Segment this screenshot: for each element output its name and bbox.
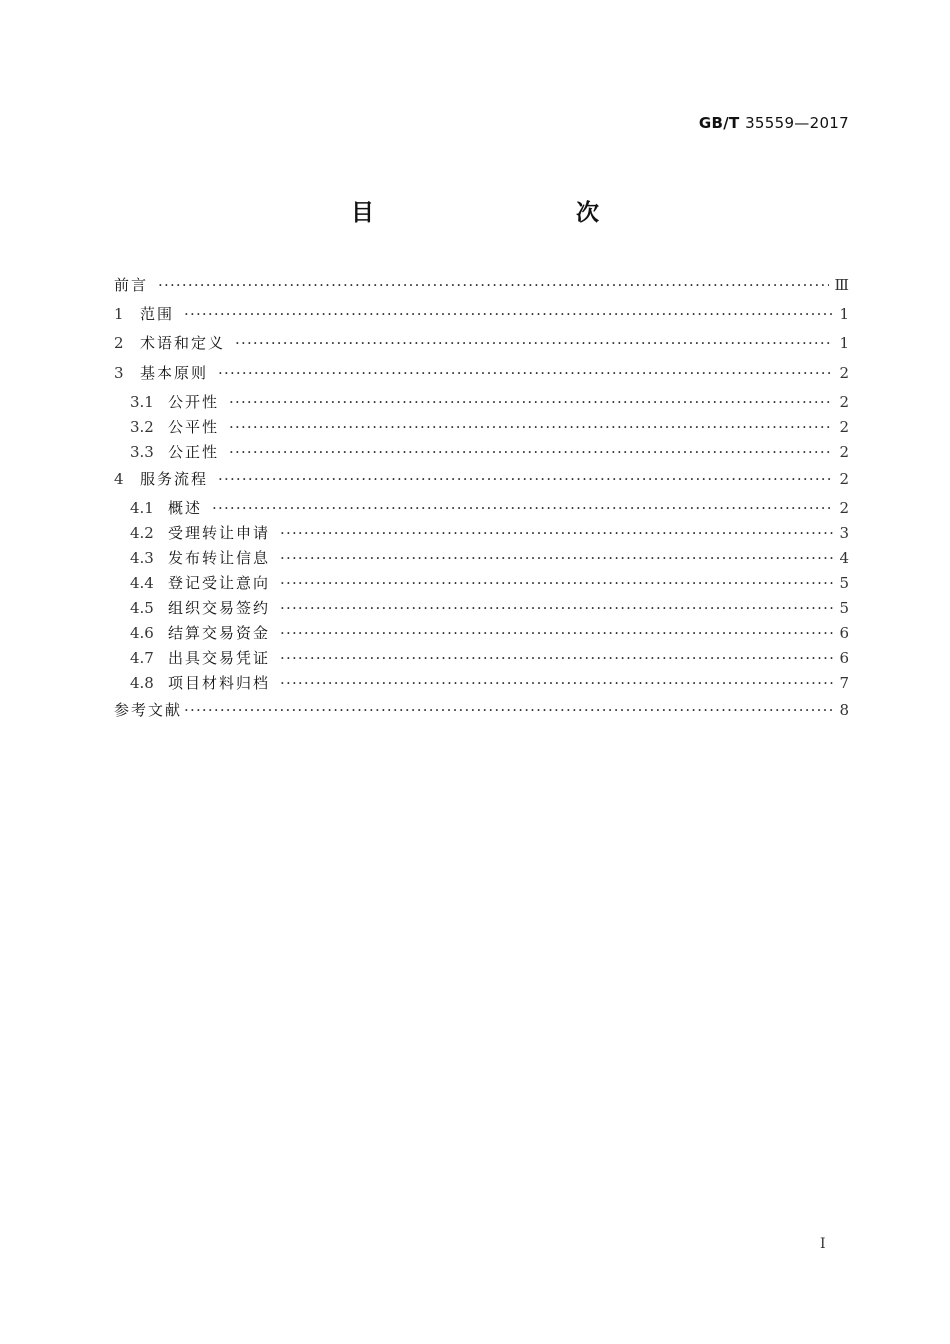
toc-entry-title: 服务流程 bbox=[140, 469, 209, 488]
toc-leader bbox=[212, 496, 833, 520]
toc-entry-page: 2 bbox=[839, 469, 849, 488]
toc-leader bbox=[229, 440, 833, 464]
toc-entry-number: 4.1 bbox=[130, 498, 154, 517]
page-number: Ⅰ bbox=[820, 1236, 826, 1252]
toc-leader bbox=[280, 596, 833, 620]
toc-entry-page: 1 bbox=[839, 305, 849, 324]
toc-leader bbox=[184, 698, 833, 722]
toc-entry-title: 参考文献 bbox=[114, 700, 183, 719]
toc-entry-4-4[interactable] bbox=[114, 571, 849, 596]
toc-entry-2[interactable] bbox=[114, 331, 849, 360]
toc-entry-page: 5 bbox=[839, 573, 849, 592]
toc-entry-number: 4.4 bbox=[130, 573, 154, 592]
toc-entry-page: 6 bbox=[839, 623, 849, 642]
toc-entry-title: 前言 bbox=[114, 276, 149, 294]
toc-entry-4-6[interactable] bbox=[114, 621, 849, 646]
toc-entry-title: 组织交易签约 bbox=[168, 598, 271, 617]
toc-entry-foreword[interactable] bbox=[114, 273, 849, 302]
toc-leader bbox=[280, 621, 833, 645]
toc-entry-number: 4.7 bbox=[130, 648, 154, 667]
standard-number: 35559—2017 bbox=[745, 114, 849, 132]
toc-entry-page: 4 bbox=[839, 548, 849, 567]
toc-leader bbox=[158, 273, 829, 297]
toc-entry-4-5[interactable] bbox=[114, 596, 849, 621]
toc-entry-page: 5 bbox=[839, 598, 849, 617]
toc-leader bbox=[280, 646, 833, 670]
toc-entry-number: 4.3 bbox=[130, 548, 154, 567]
toc-entry-references[interactable] bbox=[114, 698, 849, 727]
standard-prefix: GB/T bbox=[698, 114, 740, 132]
toc-entry-4-8[interactable] bbox=[114, 671, 849, 696]
toc-entry-number: 3.2 bbox=[130, 417, 154, 436]
toc-entry-title: 项目材料归档 bbox=[168, 673, 271, 692]
toc-entry-title: 术语和定义 bbox=[140, 334, 226, 353]
toc-leader bbox=[229, 415, 833, 439]
toc-entry-page: 6 bbox=[839, 648, 849, 667]
standard-code bbox=[699, 114, 849, 132]
toc-entry-4-1[interactable] bbox=[114, 496, 849, 521]
toc-leader bbox=[218, 361, 833, 385]
toc-entry-title: 概述 bbox=[168, 498, 203, 517]
toc-entry-page: 2 bbox=[839, 363, 849, 382]
toc-entry-4-2[interactable] bbox=[114, 521, 849, 546]
toc-entry-page: 8 bbox=[839, 700, 849, 719]
toc-entry-3-2[interactable] bbox=[114, 415, 849, 440]
toc-entry-4-3[interactable] bbox=[114, 546, 849, 571]
toc-entry-number: 4.8 bbox=[130, 673, 154, 692]
toc-entry-3-3[interactable] bbox=[114, 440, 849, 465]
toc-entry-title: 结算交易资金 bbox=[168, 623, 271, 642]
toc-entry-title: 范围 bbox=[140, 305, 175, 324]
toc-entry-4-7[interactable] bbox=[114, 646, 849, 671]
toc-title: 目 次 bbox=[351, 199, 651, 226]
toc-entry-page: 2 bbox=[839, 392, 849, 411]
toc-entry-title: 公开性 bbox=[168, 392, 220, 411]
toc-entry-number: 3 bbox=[114, 363, 124, 382]
toc-entry-1[interactable] bbox=[114, 302, 849, 331]
toc-entry-title: 公平性 bbox=[168, 417, 220, 436]
toc-entry-page: 2 bbox=[839, 442, 849, 461]
toc-entry-4[interactable] bbox=[114, 467, 849, 496]
toc-leader bbox=[235, 331, 833, 355]
toc-entry-number: 1 bbox=[114, 305, 124, 324]
toc-entry-3[interactable] bbox=[114, 361, 849, 390]
toc-entry-title: 发布转让信息 bbox=[168, 548, 271, 567]
toc-entry-page: 2 bbox=[839, 498, 849, 517]
toc-entry-number: 4.5 bbox=[130, 598, 154, 617]
toc-entry-number: 3.1 bbox=[130, 392, 154, 411]
toc-entry-title: 出具交易凭证 bbox=[168, 648, 271, 667]
toc-entry-page: 7 bbox=[839, 673, 849, 692]
toc-leader bbox=[229, 390, 833, 414]
toc-entry-number: 4 bbox=[114, 469, 124, 488]
toc-leader bbox=[280, 546, 833, 570]
toc-entry-title: 公正性 bbox=[168, 442, 220, 461]
toc-entry-number: 2 bbox=[114, 334, 124, 353]
toc-leader bbox=[280, 671, 833, 695]
toc-entry-number: 4.6 bbox=[130, 623, 154, 642]
toc-entry-number: 4.2 bbox=[130, 523, 154, 542]
toc-entry-page: 1 bbox=[839, 334, 849, 353]
toc-entry-page: 3 bbox=[839, 523, 849, 542]
toc-leader bbox=[184, 302, 833, 326]
toc-entry-3-1[interactable] bbox=[114, 390, 849, 415]
toc-entry-title: 基本原则 bbox=[140, 363, 209, 382]
toc-entry-number: 3.3 bbox=[130, 442, 154, 461]
table-of-contents bbox=[114, 273, 849, 727]
toc-entry-page: 2 bbox=[839, 417, 849, 436]
toc-entry-title: 登记受让意向 bbox=[168, 573, 271, 592]
toc-leader bbox=[218, 467, 833, 491]
toc-entry-title: 受理转让申请 bbox=[168, 523, 271, 542]
toc-leader bbox=[280, 571, 833, 595]
toc-leader bbox=[280, 521, 833, 545]
toc-entry-page: Ⅲ bbox=[834, 276, 849, 294]
